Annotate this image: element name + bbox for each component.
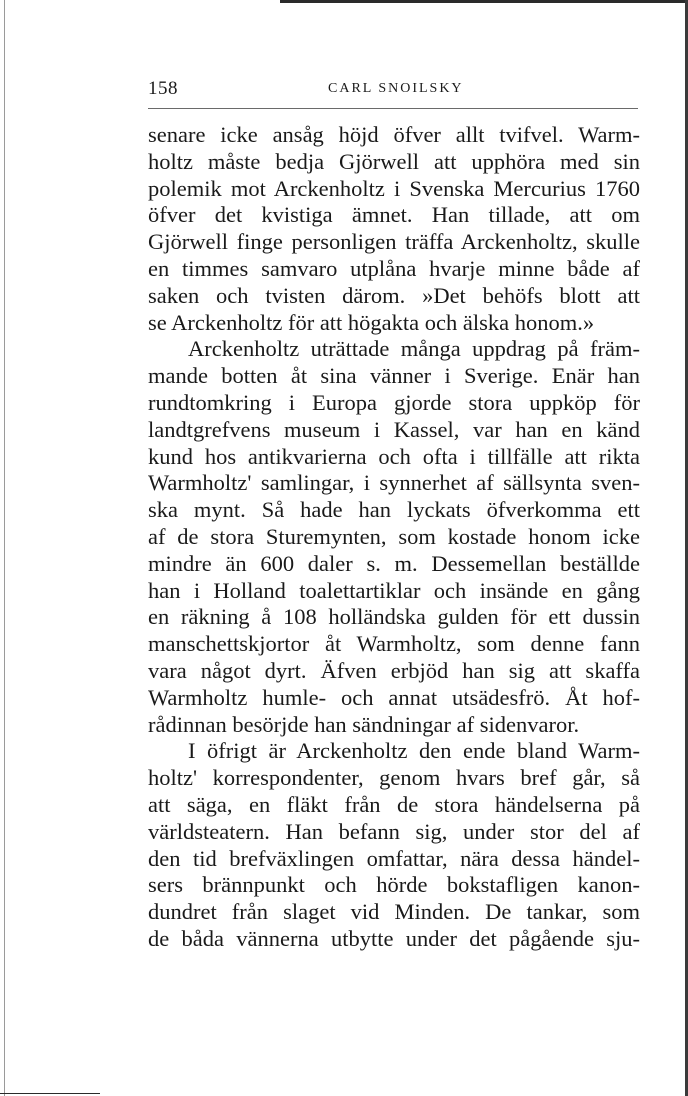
text-line: landtgrefvens museum i Kassel, var han en känd (148, 416, 640, 442)
text-line: Gjörwell finge personligen träffa Arckenholtz, skulle (148, 229, 640, 255)
text-line: se Arckenholtz för att högakta och älska honom.» (148, 309, 595, 335)
text-line: manschettskjortor åt Warmholtz, som denne fann (148, 631, 640, 657)
text-line: saken och tvisten därom. »Det behöfs blott att (148, 282, 640, 308)
page-number: 158 (148, 78, 178, 99)
text-line: sers brännpunkt och hörde bokstafligen kanon- (148, 872, 640, 898)
text-line: Arckenholtz uträttade många uppdrag på främ- (188, 336, 640, 362)
text-line: den tid brefväxlingen omfattar, nära dessa händel- (148, 845, 640, 871)
running-head (148, 78, 640, 102)
text-line: senare icke ansåg höjd öfver allt tvifvel. Warm- (148, 122, 640, 147)
header-rule (148, 108, 638, 109)
text-line: holtz' korrespondenter, genom hvars bref går, så (148, 765, 640, 791)
text-line: holtz måste bedja Gjörwell att upphöra med sin (148, 148, 640, 174)
text-line: världsteatern. Han befann sig, under stor del af (148, 818, 640, 844)
body-text (148, 122, 640, 953)
text-line: en timmes samvaro utplåna hvarje minne både af (148, 255, 640, 281)
text-line: Warmholtz' samlingar, i synnerhet af sällsynta sven- (148, 470, 640, 496)
text-line: I öfrigt är Arckenholtz den ende bland Warm- (188, 738, 640, 764)
text-line: mande botten åt sina vänner i Sverige. Enär han (148, 363, 640, 389)
text-line: mindre än 600 daler s. m. Dessemellan beställde (148, 550, 640, 576)
text-line: han i Holland toalettartiklar och insände en gång (148, 577, 640, 603)
text-line: kund hos antikvarierna och ofta i tillfälle att rikta (148, 443, 640, 469)
text-line: öfver det kvistiga ämnet. Han tillade, att om (148, 202, 640, 228)
text-line: de båda vännerna utbytte under det pågående sju- (148, 925, 640, 951)
scan-edge-bottom (0, 1093, 100, 1094)
text-line: af de stora Sturemynten, som kostade honom icke (148, 523, 640, 549)
text-line: rundtomkring i Europa gjorde stora uppköp för (148, 389, 640, 415)
text-line: Warmholtz humle- och annat utsädesfrö. Åt hof- (148, 684, 640, 710)
running-title: CARL SNOILSKY (328, 81, 464, 96)
text-line: polemik mot Arckenholtz i Svenska Mercurius 1760 (148, 175, 640, 201)
text-line: rådinnan besörjde han sändningar af sidenvaror. (148, 711, 580, 737)
text-line: dundret från slaget vid Minden. De tankar, som (148, 899, 640, 925)
scan-edge-left (4, 0, 5, 1096)
scan-edge-top (280, 0, 688, 3)
text-line: att säga, en fläkt från de stora händelserna på (148, 791, 640, 817)
text-line: vara något dyrt. Äfven erbjöd han sig att skaffa (148, 657, 640, 683)
text-line: en räkning å 108 holländska gulden för ett dussin (148, 604, 640, 630)
text-line: ska mynt. Så hade han lyckats öfverkomma ett (148, 497, 640, 523)
